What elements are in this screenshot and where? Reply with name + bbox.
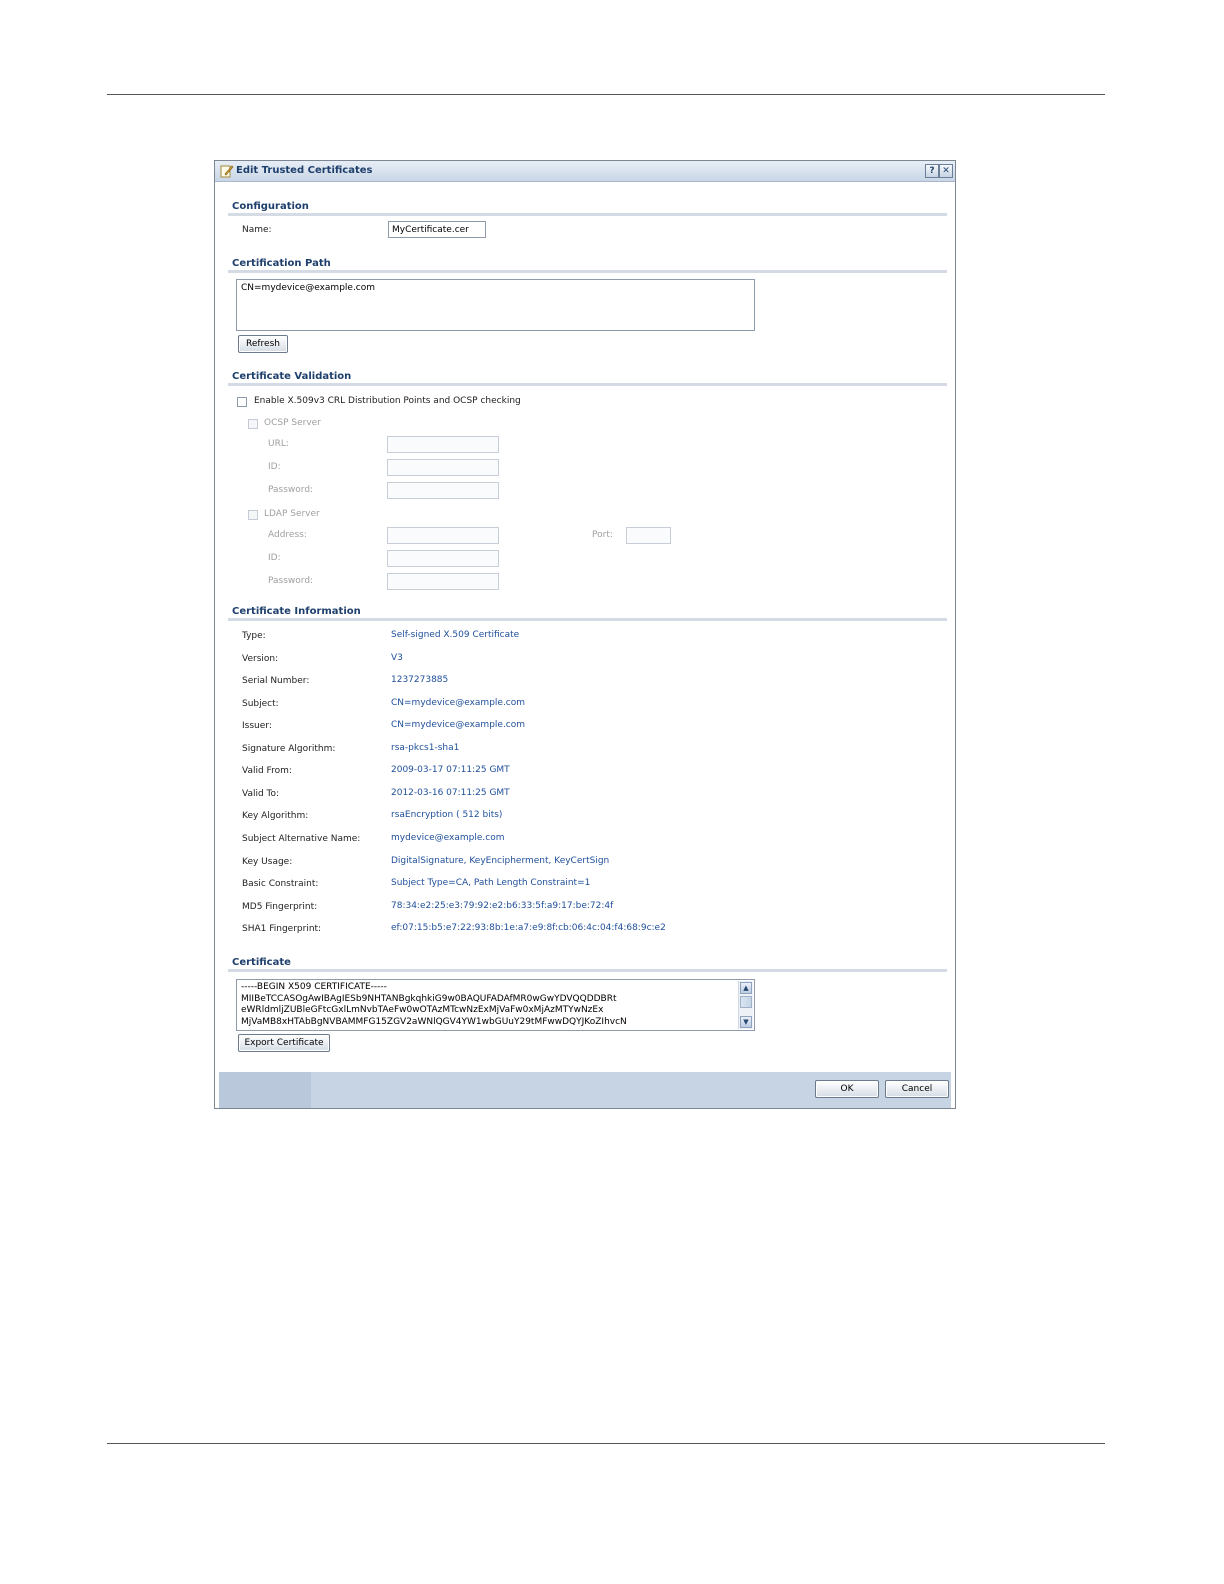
info-row-label: Key Algorithm: [242,811,309,821]
ocsp-password-input[interactable] [387,482,499,499]
close-icon[interactable]: ✕ [939,164,953,178]
info-row-label: Subject Alternative Name: [242,834,361,844]
certificate-line: -----BEGIN X509 CERTIFICATE----- [241,982,387,992]
ocsp-url-label: URL: [268,439,289,449]
info-row-value: Self-signed X.509 Certificate [391,630,520,640]
ocsp-id-label: ID: [268,462,281,472]
certificate-validation-section-title: Certificate Validation [232,371,352,382]
name-label: Name: [242,225,272,235]
info-row-value: mydevice@example.com [391,833,505,843]
ldap-password-input[interactable] [387,573,499,590]
ldap-port-input[interactable] [626,527,671,544]
info-row-label: Serial Number: [242,676,310,686]
info-row-value: ef:07:15:b5:e7:22:93:8b:1e:a7:e9:8f:cb:06:4c:04:f4:68:9c:e2 [391,923,666,933]
info-row-label: Valid From: [242,766,292,776]
ldap-address-input[interactable] [387,527,499,544]
certification-path-text: CN=mydevice@example.com [241,283,376,293]
info-row-value: Subject Type=CA, Path Length Constraint=1 [391,878,591,888]
info-row-label: MD5 Fingerprint: [242,902,318,912]
export-certificate-button[interactable]: Export Certificate [238,1034,330,1052]
dialog-titlebar [215,161,955,182]
certification-path-box[interactable] [236,279,755,331]
dialog-title: Edit Trusted Certificates [236,165,373,176]
info-row-value: rsaEncryption ( 512 bits) [391,810,503,820]
info-row-label: Basic Constraint: [242,879,319,889]
ldap-address-label: Address: [268,530,307,540]
ocsp-password-label: Password: [268,485,314,495]
footer-left-panel [219,1072,311,1108]
info-row-value: 2012-03-16 07:11:25 GMT [391,788,510,798]
certificate-information-section-rule [228,618,947,621]
info-row-label: Key Usage: [242,857,293,867]
info-row-value: DigitalSignature, KeyEncipherment, KeyCertSign [391,856,610,866]
cancel-button[interactable]: Cancel [885,1080,949,1098]
info-row-value: 1237273885 [391,675,449,685]
ocsp-url-input[interactable] [387,436,499,453]
ldap-id-input[interactable] [387,550,499,567]
ldap-server-label: LDAP Server [264,509,320,519]
scrollbar-thumb[interactable] [740,996,752,1008]
info-row-label: Subject: [242,699,279,709]
info-row-value: 78:34:e2:25:e3:79:92:e2:b6:33:5f:a9:17:be:72:4f [391,901,614,911]
enable-crl-ocsp-label: Enable X.509v3 CRL Distribution Points and OCSP checking [254,396,521,406]
info-row-value: CN=mydevice@example.com [391,698,526,708]
info-row-label: Signature Algorithm: [242,744,336,754]
configuration-section-title: Configuration [232,201,309,212]
configuration-section-rule [228,213,947,216]
help-icon[interactable]: ? [925,164,939,178]
page-footer-rule [107,1443,1105,1444]
info-row-label: Valid To: [242,789,280,799]
info-row-value: V3 [391,653,403,663]
certification-path-section-title: Certification Path [232,258,331,269]
info-row-label: SHA1 Fingerprint: [242,924,322,934]
certificate-line: MjVaMB8xHTAbBgNVBAMMFG15ZGV2aWNlQGV4YW1wbGUuY29tMFwwDQYJKoZIhvcN [241,1016,627,1027]
ldap-id-label: ID: [268,553,281,563]
ldap-port-label: Port: [592,530,613,540]
certificate-line: MIIBeTCCASOgAwIBAgIESb9NHTANBgkqhkiG9w0BAQUFADAfMR0wGwYDVQQDDBRt [241,993,617,1004]
ocsp-server-label: OCSP Server [264,418,321,428]
info-row-value: rsa-pkcs1-sha1 [391,743,460,753]
refresh-button[interactable]: Refresh [238,335,288,353]
info-row-label: Issuer: [242,721,272,731]
edit-trusted-certificates-dialog [214,160,956,1109]
certificate-line: eWRldmljZUBleGFtcGxlLmNvbTAeFw0wOTAzMTcwNzExMjVaFw0xMjAzMTYwNzEx [241,1005,604,1015]
edit-pencil-icon [220,164,234,178]
certificate-scrollbar[interactable] [738,981,753,1029]
ldap-password-label: Password: [268,576,314,586]
enable-crl-ocsp-checkbox[interactable] [237,397,247,407]
ocsp-server-checkbox[interactable] [248,419,258,429]
page-header-rule [107,94,1105,95]
ocsp-id-input[interactable] [387,459,499,476]
info-row-value: CN=mydevice@example.com [391,720,526,730]
dialog-footer [219,1072,951,1108]
scroll-down-arrow-icon[interactable]: ▼ [740,1016,752,1028]
info-row-value: 2009-03-17 07:11:25 GMT [391,765,510,775]
certificate-textarea[interactable] [236,979,755,1031]
certificate-validation-section-rule [228,383,947,386]
info-row-label: Version: [242,654,279,664]
certificate-information-section-title: Certificate Information [232,606,361,617]
certification-path-section-rule [228,270,947,273]
info-row-label: Type: [242,631,266,641]
certificate-section-title: Certificate [232,957,291,968]
scroll-up-arrow-icon[interactable]: ▲ [740,982,752,994]
ok-button[interactable]: OK [815,1080,879,1098]
ldap-server-checkbox[interactable] [248,510,258,520]
certificate-section-rule [228,969,947,972]
name-input[interactable] [388,221,486,238]
